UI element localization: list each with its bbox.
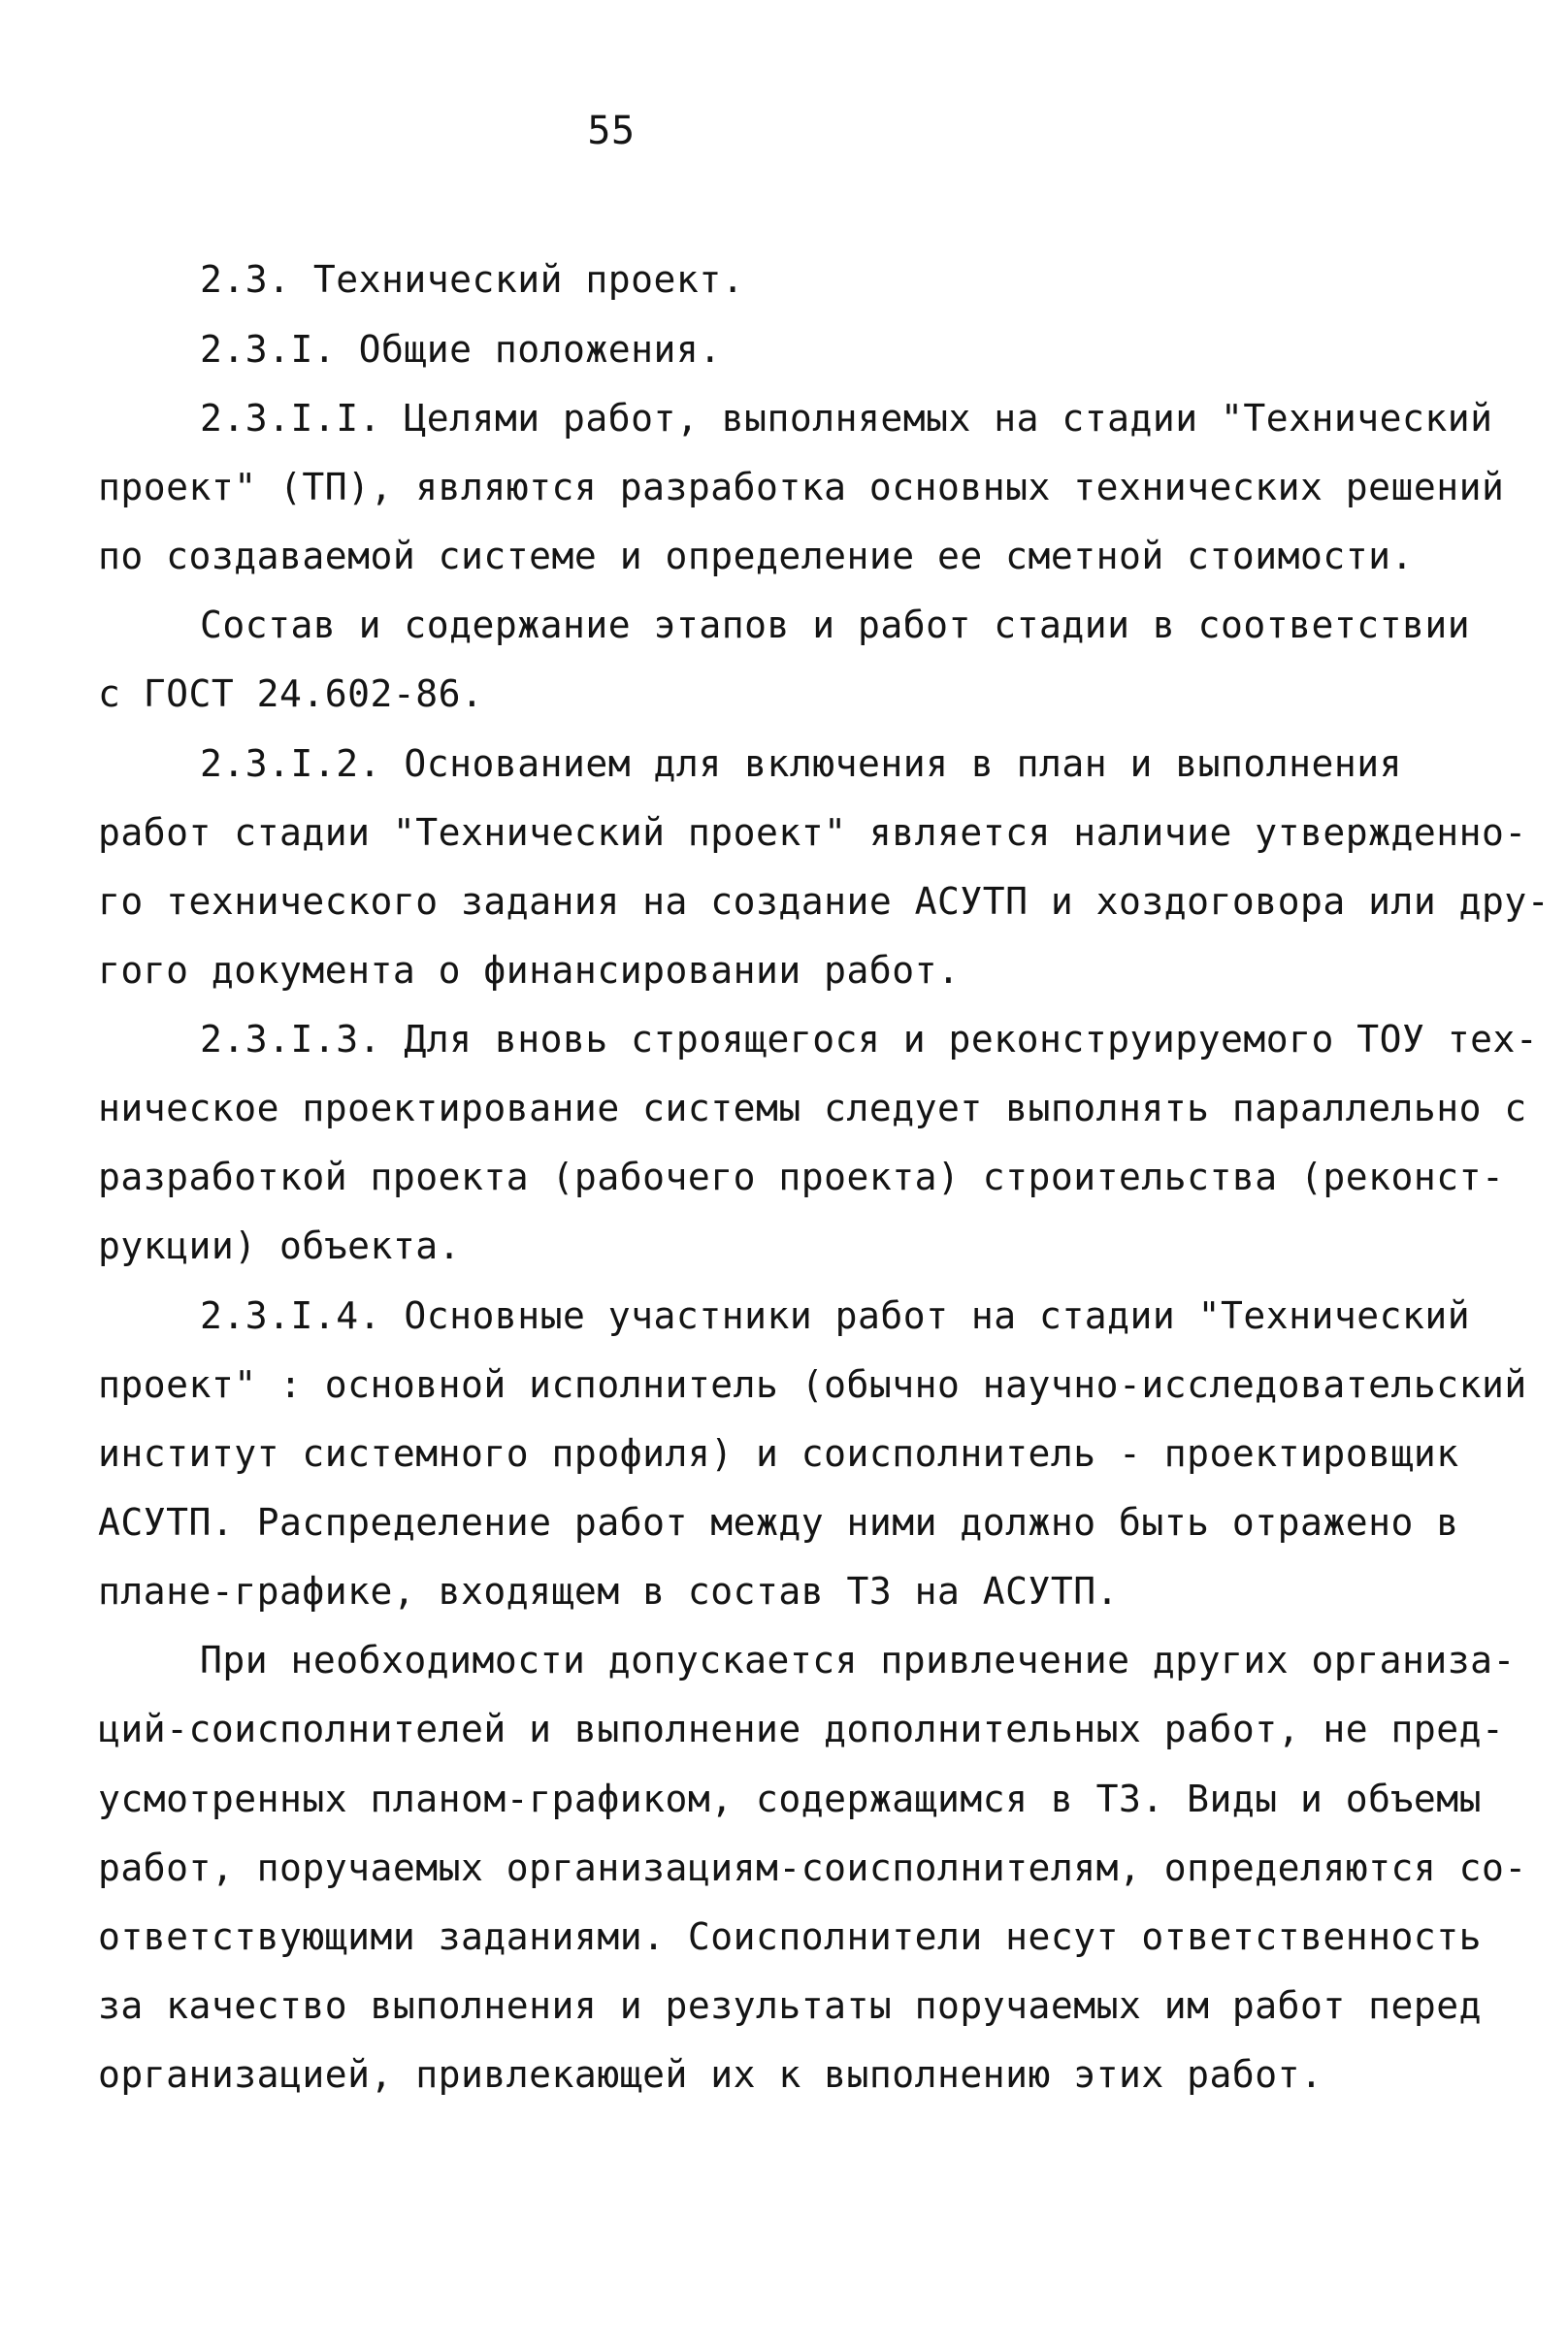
paragraph-line: 2.3.I.2. Основанием для включения в план и выполнения xyxy=(200,742,1403,785)
paragraph-line: работ стадии "Технический проект" является наличие утвержденно- xyxy=(98,811,1527,854)
paragraph-line: с ГОСТ 24.602-86. xyxy=(98,672,484,715)
paragraph-line: усмотренных планом-графиком, содержащимся в ТЗ. Виды и объемы xyxy=(98,1778,1483,1820)
section-heading: 2.3. Технический проект. xyxy=(200,258,745,301)
paragraph-line: работ, поручаемых организациям-соисполнителям, определяются со- xyxy=(98,1846,1527,1889)
paragraph-line: организацией, привлекающей их к выполнению этих работ. xyxy=(98,2053,1323,2096)
paragraph-line: проект" (ТП), являются разработка основных технических решений xyxy=(98,466,1505,508)
paragraph-line: ническое проектирование системы следует выполнять параллельно с xyxy=(98,1087,1527,1129)
paragraph-line: разработкой проекта (рабочего проекта) строительства (реконст- xyxy=(98,1156,1505,1198)
paragraph-line: АСУТП. Распределение работ между ними должно быть отражено в xyxy=(98,1501,1459,1544)
paragraph-line: рукции) объекта. xyxy=(98,1224,462,1267)
page-number: 55 xyxy=(587,109,636,153)
paragraph-line: ответствующими заданиями. Соисполнители несут ответственность xyxy=(98,1915,1483,1958)
paragraph-line: Состав и содержание этапов и работ стадии в соответствии xyxy=(200,604,1471,646)
paragraph-line: по создаваемой системе и определение ее сметной стоимости. xyxy=(98,535,1414,577)
paragraph-line: При необходимости допускается привлечение других организа- xyxy=(200,1639,1516,1682)
subsection-heading: 2.3.I. Общие положения. xyxy=(200,328,722,371)
paragraph-line: проект" : основной исполнитель (обычно научно-исследовательский xyxy=(98,1363,1527,1406)
paragraph-line: институт системного профиля) и соисполнитель - проектировщик xyxy=(98,1432,1459,1475)
paragraph-line: 2.3.I.3. Для вновь строящегося и реконструируемого ТОУ тех- xyxy=(200,1018,1539,1061)
paragraph-line: плане-графике, входящем в состав ТЗ на АСУТП. xyxy=(98,1570,1120,1613)
paragraph-line: 2.3.I.I. Целями работ, выполняемых на стадии "Технический xyxy=(200,397,1493,440)
paragraph-line: ций-соисполнителей и выполнение дополнительных работ, не пред- xyxy=(98,1708,1505,1750)
paragraph-line: гого документа о финансировании работ. xyxy=(98,949,961,992)
paragraph-line: го технического задания на создание АСУТП и хоздоговора или дру- xyxy=(98,880,1551,923)
paragraph-line: за качество выполнения и результаты поручаемых им работ перед xyxy=(98,1984,1483,2027)
paragraph-line: 2.3.I.4. Основные участники работ на стадии "Технический xyxy=(200,1294,1471,1337)
